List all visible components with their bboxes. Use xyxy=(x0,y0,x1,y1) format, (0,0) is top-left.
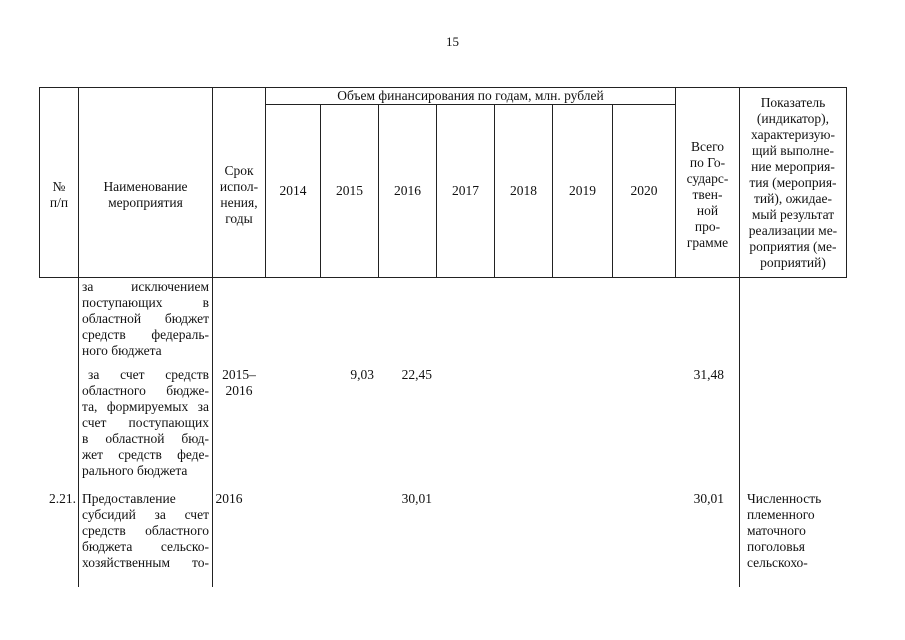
row-name-line: в областной бюд- xyxy=(82,431,209,446)
header-num xyxy=(40,88,78,277)
row-name-line: счет поступающих xyxy=(82,415,209,430)
header-year-2018: 2018 xyxy=(510,183,537,198)
row-term: 2016 xyxy=(215,491,243,506)
row-term-line: 2016 xyxy=(225,383,253,398)
row-value-2016: 22,45 xyxy=(401,367,432,382)
row-term-line: 2015– xyxy=(222,367,256,382)
row-name-line: средств областного xyxy=(82,523,209,538)
header-year-2017: 2017 xyxy=(452,183,479,198)
table-row xyxy=(82,367,209,479)
header-indicator-line: ние мероприя- xyxy=(751,158,835,174)
header-name xyxy=(79,88,212,277)
row-indicator-line: Численность xyxy=(747,491,822,506)
header-year-2015: 2015 xyxy=(336,183,363,198)
row-name-line: за счет средств xyxy=(88,367,209,382)
header-total-line: ной xyxy=(696,202,719,218)
row-value-total: 31,48 xyxy=(693,367,724,382)
table-row xyxy=(82,491,209,571)
header-indicator-line: щий выполне- xyxy=(752,142,834,158)
row-number: 2.21. xyxy=(49,491,76,506)
row-value-total: 30,01 xyxy=(693,491,724,506)
header-total-line: сударс- xyxy=(686,170,729,186)
row-indicator-line: сельскохо- xyxy=(747,555,808,570)
header-num-line: № xyxy=(52,178,66,194)
row-name-line: средств федераль- xyxy=(82,327,209,342)
header-term xyxy=(213,88,265,277)
row-name-line: хозяйственным то- xyxy=(82,555,209,570)
header-year-2014: 2014 xyxy=(279,183,307,198)
header-year-2020: 2020 xyxy=(630,183,658,198)
header-indicator-line: Показатель xyxy=(760,94,826,110)
row-name-line: та, формируемых за xyxy=(82,399,209,414)
row-value-2016: 30,01 xyxy=(401,491,432,506)
header-funding-group: Объем финансирования по годам, млн. рублей xyxy=(337,88,604,103)
page-number: 15 xyxy=(446,34,459,49)
col-border-right xyxy=(846,87,847,278)
header-year-2016: 2016 xyxy=(394,183,421,198)
row-name-line: Предоставление xyxy=(82,491,176,506)
header-total-line: твен- xyxy=(692,186,723,202)
header-indicator-line: тия (мероприя- xyxy=(749,174,837,190)
row-indicator-line: маточного xyxy=(747,523,806,538)
row-name-line: областного бюдже- xyxy=(82,383,209,398)
header-indicator-line: характеризую- xyxy=(751,126,835,142)
row-term xyxy=(214,367,264,399)
header-term-line: годы xyxy=(225,210,253,226)
row-name-line: субсидий за счет xyxy=(82,507,209,522)
row-name-line: бюджета сельско- xyxy=(82,539,209,554)
header-total-line: про- xyxy=(694,218,721,234)
header-indicator xyxy=(740,88,846,277)
header-num-line: п/п xyxy=(49,194,69,210)
row-name-line: рального бюджета xyxy=(82,463,188,478)
row-value-2015: 9,03 xyxy=(350,367,374,382)
row-name-line: жет средств феде- xyxy=(82,447,209,462)
header-term-line: Срок xyxy=(224,162,254,178)
row-indicator-line: поголовья xyxy=(747,539,805,554)
row-indicator-line: племенного xyxy=(747,507,815,522)
row-name-line: за исключением xyxy=(82,279,209,294)
header-indicator-line: роприятий) xyxy=(760,254,826,270)
header-indicator-line: тий), ожидае- xyxy=(754,190,832,206)
table-row xyxy=(82,279,209,359)
header-term-line: нения, xyxy=(220,194,258,210)
header-indicator-line: роприятия (ме- xyxy=(749,238,837,254)
row-name-line: поступающих в xyxy=(82,295,209,310)
header-indicator-line: реализации ме- xyxy=(748,222,838,238)
header-total xyxy=(676,88,739,277)
header-indicator-line: (индикатор), xyxy=(756,110,830,126)
header-indicator-line: мый результат xyxy=(751,206,835,222)
header-total-line: Всего xyxy=(690,138,725,154)
header-total-line: по Го- xyxy=(689,154,726,170)
header-name-line: Наименование xyxy=(103,178,188,194)
header-term-line: испол- xyxy=(219,178,259,194)
header-bottom-border xyxy=(39,277,847,278)
row-name-line: ного бюджета xyxy=(82,343,162,358)
header-year-2019: 2019 xyxy=(569,183,596,198)
header-name-line: мероприятия xyxy=(108,194,183,210)
row-indicator xyxy=(747,491,843,571)
header-total-line: грамме xyxy=(686,234,729,250)
row-name-line: областной бюджет xyxy=(82,311,209,326)
